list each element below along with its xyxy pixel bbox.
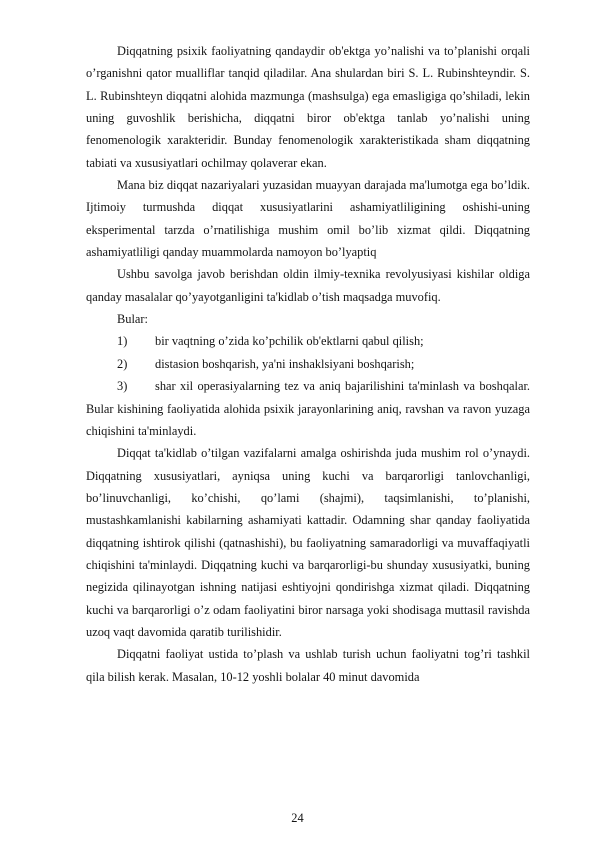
list-item-text: bir vaqtning o’zida ko’pchilik ob'ektlarni qabul qilish; [155,334,424,349]
list-item-number: 2) [117,356,128,371]
paragraph-attention-theories: Mana biz diqqat nazariyalari yuzasidan muayyan darajada ma'lumotga ega bo’ldik. Ijtimoiy turmushda diqqat xususiyatlarini ashamiyatliligining oshishi-uning eksperimental tarzda o’rnatilishiga mushim omil bo’lib xizmat qildi. Diqqatning ashamiyatliligi qanday muammolarda namoyon bo’lyaptiq [86,178,530,260]
list-intro: Bular: [117,312,148,327]
document-page [86,40,530,688]
paragraph-organizing-activity: Diqqatni faoliyat ustida to’plash va ushlab turish uchun faoliyatni tog’ri tashkil qila bilish kerak. Masalan, 10-12 yoshli bolalar 40 minut davomida [86,647,530,684]
paragraph-attention-role: Diqqat ta'kidlab o’tilgan vazifalarni amalga oshirishda juda mushim rol o’ynaydi. Diqqatning xususiyatlari, ayniqsa uning kuchi va barqarorligi tanlovchanligi, bo’linuvchanligi, ko’chishi, qo’lami (shajmi), taqsimlanishi, to’planishi, mustashkamlanishi kabilarning ashamiyati kattadir. Odamning shar qanday faoliyatida diqqatning ishtirok qilishi (qatnashishi), bu faoliyatning samaradorligi va muvaffaqiyatli chiqishini ta'minlaydi. Diqqatning kuchi va barqarorligi-bu shunday xususiyatki, buning negizida qilinayotgan ishning natijasi eshtiyojni qondirishga xizmat qiladi. Diqqatning kuchi va barqarorligi o’z odam faoliyatini biror narsaga yoki shodisaga muttasil ravishda uzoq vaqt davomida qaratib turilishidir. [86,446,530,639]
paragraph-scientific-revolution: Ushbu savolga javob berishdan oldin ilmiy-texnika revolyusiyasi kishilar oldiga qanday masalalar qo’yayotganligini ta'kidlab o’tish maqsadga muvofiq. [86,267,530,304]
list-item [86,375,530,442]
paragraph-rubinshteyn: Diqqatning psixik faoliyatning qandaydir ob'ektga yo’nalishi va to’planishi orqali o’rganishni qator mualliflar tanqid qiladilar. Ana shulardan biri S. L. Rubinshteyndir. S. L. Rubinshteyn diqqatni alohida mazmunga (mashsulga) ega emasligiga qo’shiladi, lekin uning guvoshlik berishicha, diqqatni biror ob'ektga tanlab yo’nalishi uning fenomenologik xarakteridir. Bunday fenomenologik xarakteristikada sham diqqatning tabiati va xususiyatlari ochilmay qolaverar ekan. [86,44,530,170]
list-item-number: 1) [117,334,128,349]
list-item-text: shar xil operasiyalarning tez va aniq bajarilishini ta'minlash va boshqalar. Bular kishining faoliyatida alohida psixik jarayonlarining aniq, ravshan va ravon yuzaga chiqishini ta'minlaydi. [86,379,530,438]
list-item [86,330,530,352]
task-list [86,330,530,442]
list-item [86,353,530,375]
list-item-number: 3) [117,379,128,394]
page-number: 24 [291,811,304,825]
list-item-text: distasion boshqarish, ya'ni inshaklsiyani boshqarish; [155,356,415,371]
